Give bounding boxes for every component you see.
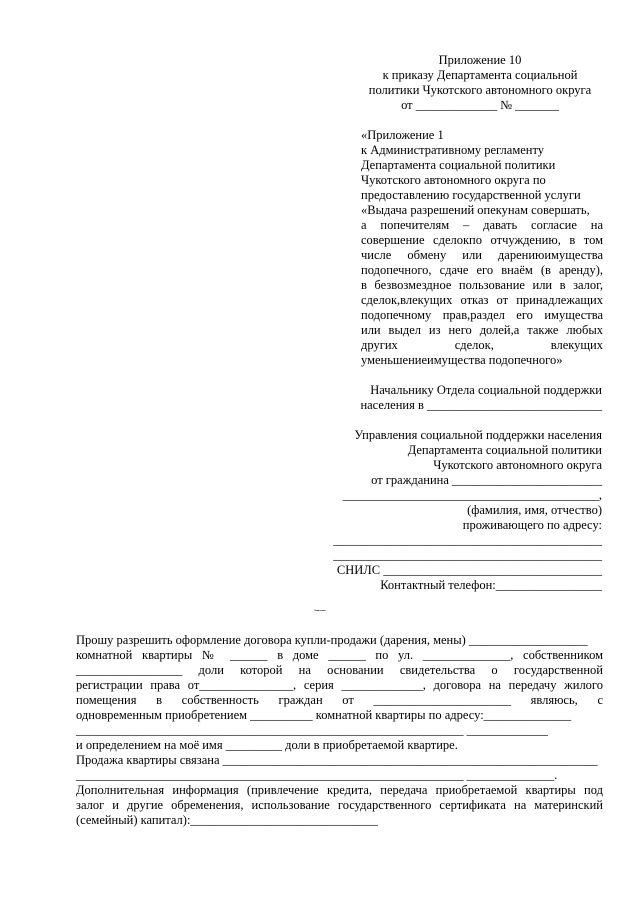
regulation-line: или выдел из него долей,а также любых bbox=[361, 323, 603, 337]
regulation-line: других сделок, влекущих bbox=[361, 338, 603, 352]
body-line: _________________ доли которой на основании свидетельства о государственной bbox=[76, 663, 603, 677]
snils-field: СНИЛС ___________________________________ bbox=[336, 563, 602, 577]
regulation-line: Чукотского автономного округа по bbox=[361, 173, 546, 187]
body-line: залог и другие обременения, использование государственного сертификата на материнский bbox=[76, 798, 603, 812]
addressee-caption: (фамилия, имя, отчество) bbox=[467, 503, 602, 517]
body-line: (семейный) капитал):______________________________ bbox=[76, 813, 378, 827]
appendix-line: Приложение 10 bbox=[438, 53, 522, 67]
body-line: одновременным приобретением __________ комнатной квартиры по адресу:______________ bbox=[76, 708, 572, 722]
body-line: Прошу разрешить оформление договора купли-продажи (дарения, мены) ___________________ bbox=[76, 633, 588, 647]
addressee-line: населения в ____________________________ bbox=[360, 398, 602, 412]
addressee-line: Управления социальной поддержки населения bbox=[354, 428, 602, 442]
body-line: Продажа квартиры связана ____________________________________________________________ bbox=[76, 753, 598, 767]
regulation-line: Департамента социальной политики bbox=[361, 158, 556, 172]
addressee-line: Начальнику Отдела социальной поддержки bbox=[370, 383, 602, 397]
regulation-line: сделок,влекущих отказ от принадлежащих bbox=[361, 293, 603, 307]
address-field: ___________________________________________ bbox=[333, 533, 602, 547]
body-line: ______________________________________________________________ ______________. bbox=[76, 768, 558, 782]
regulation-line: подопечного, сдаче его внаём (в аренду), bbox=[361, 263, 603, 277]
body-line: Дополнительная информация (привлечение кредита, передача приобретаемой квартиры под bbox=[76, 783, 603, 797]
regulation-line: к Административному регламенту bbox=[361, 143, 545, 157]
regulation-line: «Выдача разрешений опекунам совершать, bbox=[361, 203, 590, 217]
appendix-line: к приказу Департамента социальной bbox=[382, 68, 578, 82]
regulation-line: совершение сделокпо отчуждению, в том bbox=[361, 233, 603, 247]
address-field: ___________________________________________ bbox=[333, 548, 602, 562]
body-line: ______________________________________________________________ _____________ bbox=[76, 723, 548, 737]
regulation-line: предоставлению государственной услуги bbox=[361, 188, 581, 202]
regulation-line: в безвозмездное пользование или в залог, bbox=[361, 278, 603, 292]
addressee-line: _________________________________________, bbox=[342, 488, 602, 502]
phone-field: Контактный телефон:_________________ bbox=[380, 578, 602, 592]
regulation-line: числе обмену или дарениюимущества bbox=[361, 248, 603, 262]
body-line: регистрации права от_______________, серия _____________, договора на передачу жилого bbox=[76, 678, 603, 692]
body-line: комнатной квартиры № ______ в доме ______ по ул. ______________, собственником bbox=[76, 648, 603, 662]
document-title: Заявление bbox=[314, 609, 326, 612]
addressee-line: Чукотского автономного округа bbox=[433, 458, 602, 472]
regulation-line: подопечному прав,раздел его имущества bbox=[361, 308, 603, 322]
addressee-line: от гражданина ________________________ bbox=[371, 473, 602, 487]
appendix-line: от _____________ № _______ bbox=[401, 98, 559, 112]
addressee-line: проживающего по адресу: bbox=[462, 518, 602, 532]
regulation-line: уменьшениеимущества подопечного» bbox=[361, 353, 563, 367]
body-line: помещения в собственность граждан от ______________________ являюсь, с bbox=[76, 693, 603, 707]
appendix-line: политики Чукотского автономного округа bbox=[368, 83, 592, 97]
regulation-line: а попечителям – давать согласие на bbox=[361, 218, 603, 232]
regulation-line: «Приложение 1 bbox=[361, 128, 444, 142]
addressee-line: Департамента социальной политики bbox=[407, 443, 602, 457]
body-line: и определением на моё имя _________ доли в приобретаемой квартире. bbox=[76, 738, 458, 752]
